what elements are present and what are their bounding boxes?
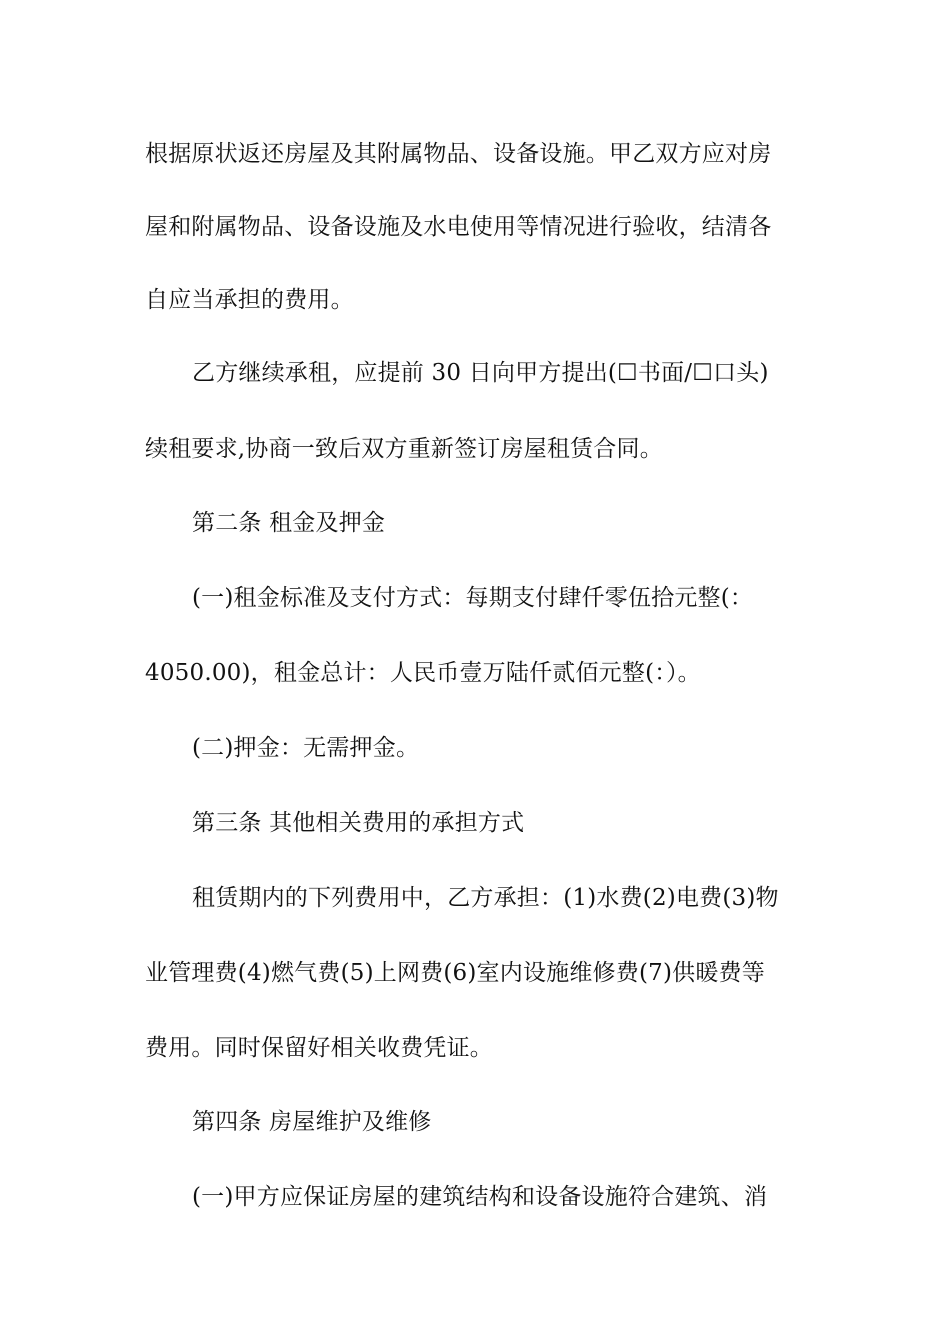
paragraph-line-1: 根据原状返还房屋及其附属物品、设备设施。甲乙双方应对房: [145, 141, 772, 167]
paragraph-line-4: 乙方继续承租，应提前 30 日向甲方提出(☐书面/☐口头): [192, 360, 769, 386]
paragraph-line-10: 业管理费(4)燃气费(5)上网费(6)室内设施维修费(7)供暖费等: [145, 960, 765, 986]
paragraph-line-9: 租赁期内的下列费用中，乙方承担：(1)水费(2)电费(3)物: [192, 885, 779, 911]
section-heading-article-3: 第三条 其他相关费用的承担方式: [192, 810, 525, 836]
paragraph-line-6: (一)租金标准及支付方式：每期支付肆仟零伍拾元整(：: [192, 585, 754, 611]
paragraph-line-3: 自应当承担的费用。: [145, 287, 354, 313]
paragraph-line-12: (一)甲方应保证房屋的建筑结构和设备设施符合建筑、消: [192, 1184, 768, 1210]
paragraph-line-7: 4050.00)，租金总计：人民币壹万陆仟贰佰元整(：）。: [145, 660, 701, 686]
paragraph-line-11: 费用。同时保留好相关收费凭证。: [145, 1035, 493, 1061]
paragraph-line-2: 屋和附属物品、设备设施及水电使用等情况进行验收，结清各: [145, 214, 772, 240]
paragraph-line-8: (二)押金：无需押金。: [192, 735, 420, 761]
section-heading-article-4: 第四条 房屋维护及维修: [192, 1109, 432, 1135]
paragraph-line-5: 续租要求,协商一致后双方重新签订房屋租赁合同。: [145, 436, 663, 462]
section-heading-article-2: 第二条 租金及押金: [192, 510, 386, 536]
